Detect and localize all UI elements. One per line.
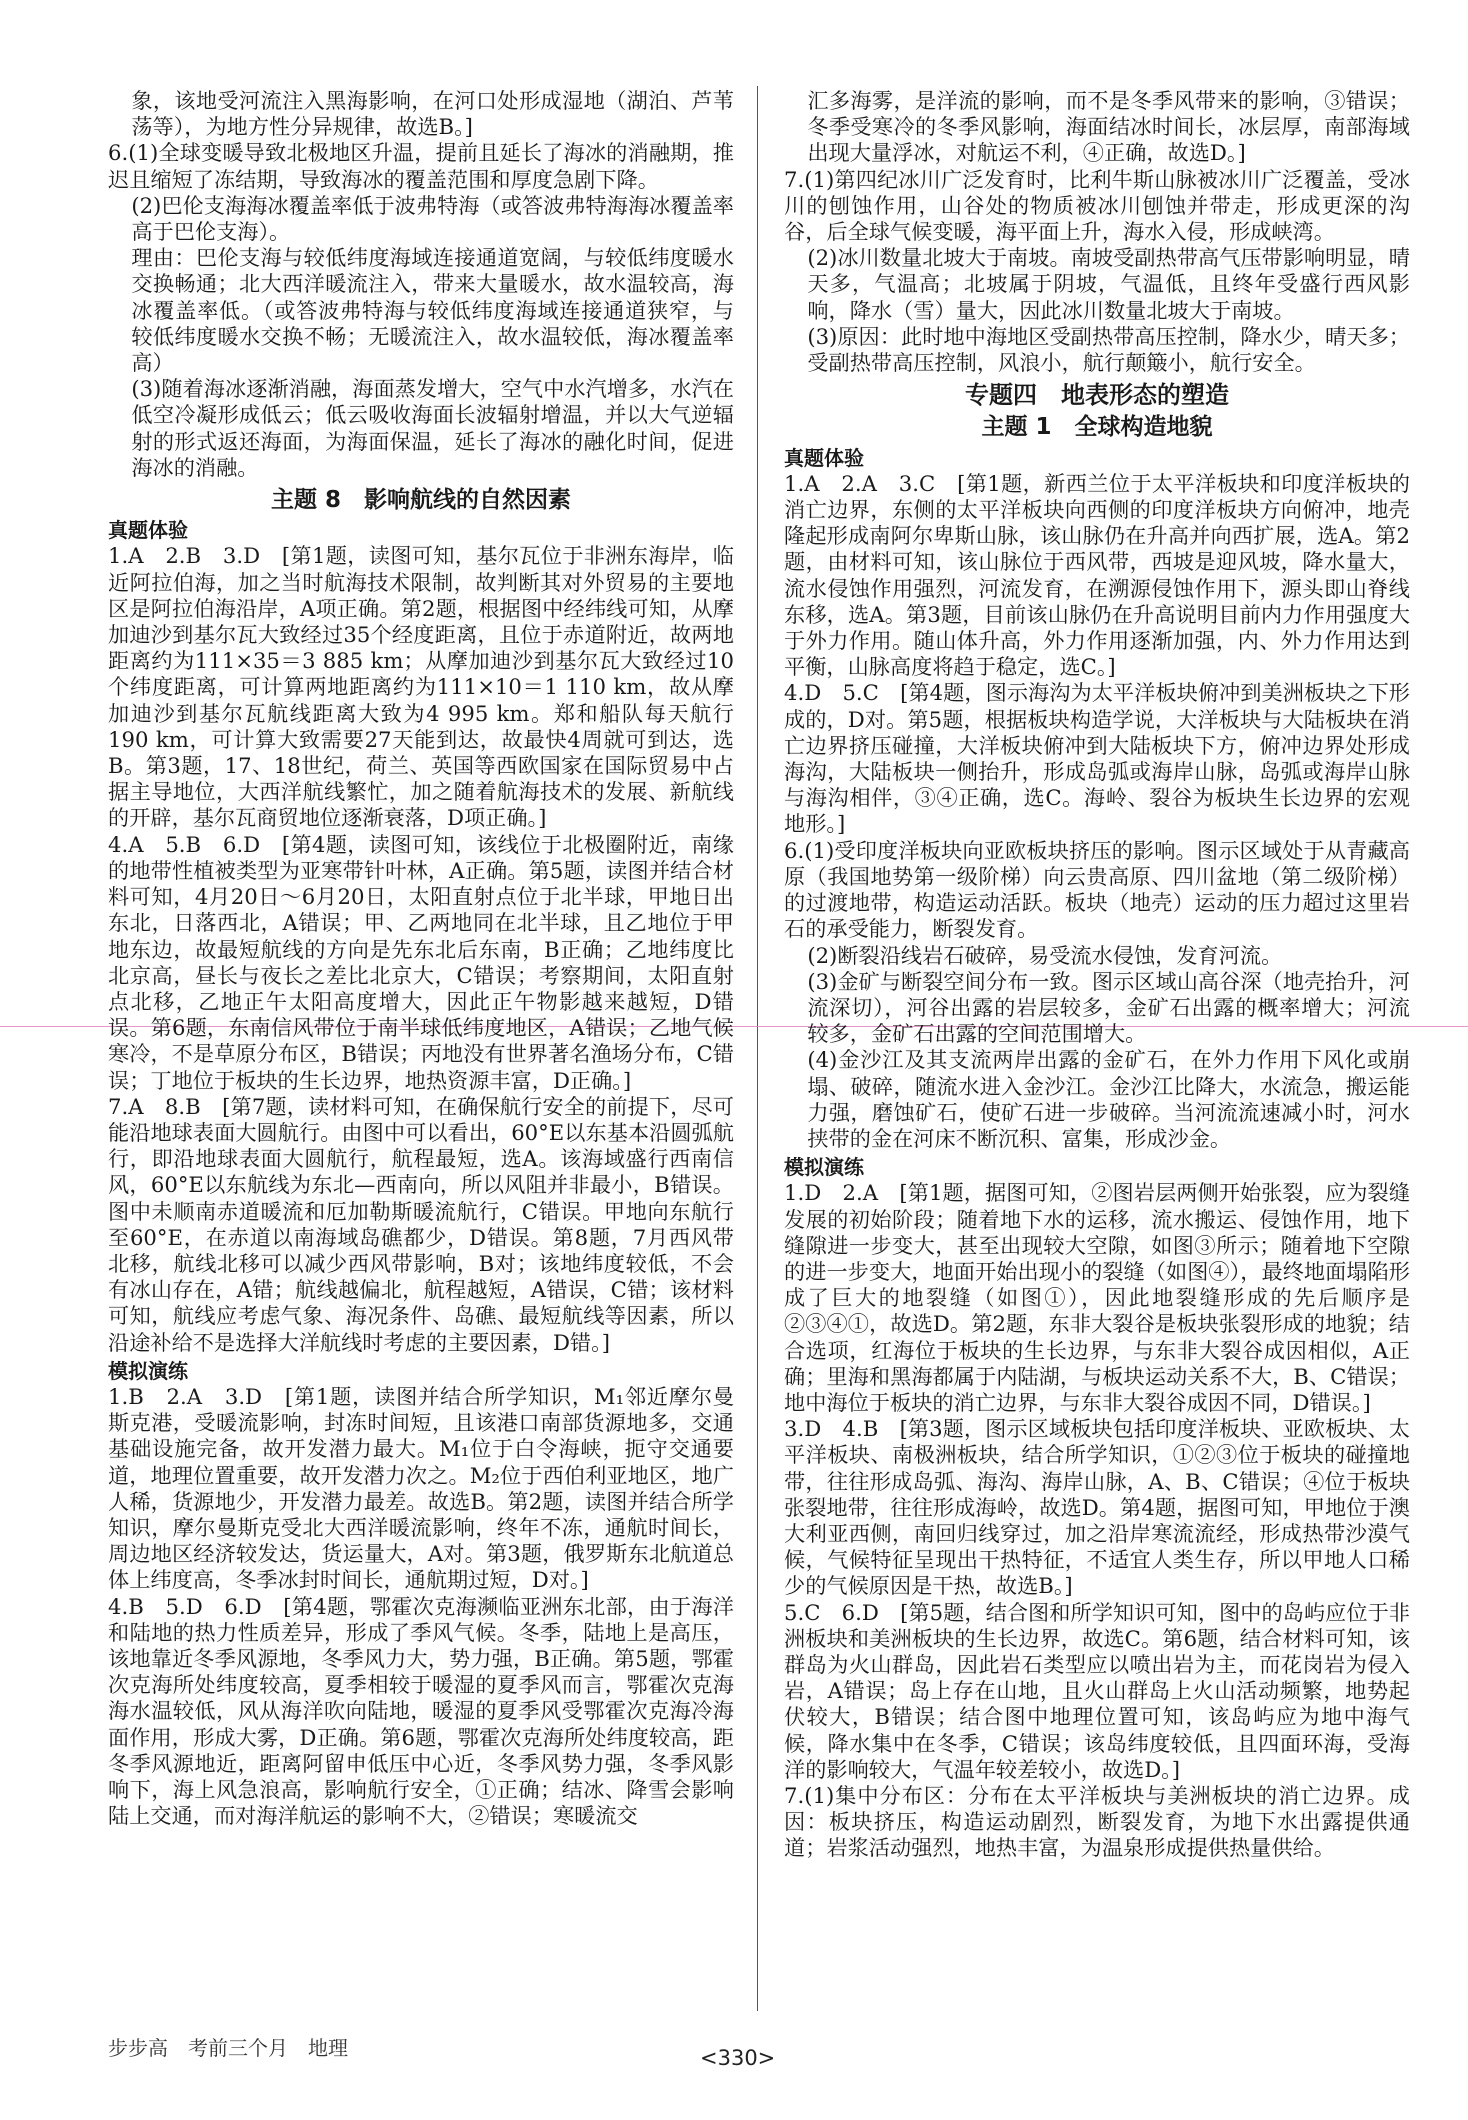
answer-block-c1-3: 1.A 2.A 3.C [第1题，新西兰位于太平洋板块和印度洋板块的消亡边界，东侧的太平洋板块向西侧的印度洋板块方向俯冲，地壳隆起形成南阿尔卑斯山脉，该山脉仍在升高并向西扩展，选A。第2题，由材料可知，该山脉位于西风带，西坡是迎风坡，降水量大，流水侵蚀作用强烈，河流发育，在溯源侵蚀作用下，源头即山脊线东移，选A。第3题，目前该山脉仍在升高说明目前内力作用强度大于外力作用。随山体升高，外力作用逐渐加强，内、外力作用达到平衡，山脉高度将趋于稳定，选C。] (784, 470, 1410, 680)
answer-block-7-8: 7.A 8.B [第7题，读材料可知，在确保航行安全的前提下，尽可能沿地球表面大圆航行。由图中可以看出，60°E以东基本沿圆弧航行，即沿地球表面大圆航行，航程最短，选A。该海域盛行西南信风，60°E以东航线为东北—西南向，所以风阻并非最小，B错误。图中未顺南赤道暖流和厄加勒斯暖流航行，C错误。甲地向东航行至60°E，在赤道以南海域岛礁都少，D错误。第8题，7月西风带北移，航线北移可以减少西风带影响，B对；该地纬度较低，不会有冰山存在，A错；航线越偏北，航程越短，A错误，C错；该材料可知，航线应考虑气象、海况条件、岛礁、最短航线等因素，所以沿途补给不是选择大洋航线时考虑的主要因素，D错。] (108, 1093, 734, 1355)
sim-answer-block-d1-2: 1.D 2.A [第1题，据图可知，②图岩层两侧开始张裂，应为裂缝发展的初始阶段；随着地下水的运移，流水搬运、侵蚀作用，地下缝隙进一步变大，甚至出现较大空隙，如图③所示；随着地下空隙的进一步变大，地面开始出现小的裂缝（如图④），最终地面塌陷形成了巨大的地裂缝（如图①），因此地裂缝形成的先后顺序是②③④①，故选D。第2题，东非大裂谷是板块张裂形成的地貌；结合选项，红海位于板块的生长边界，与东非大裂谷成因相似，A正确；里海和黑海都属于内陆湖，与板块运动关系不大，B、C错误；地中海位于板块的消亡边界，与东非大裂谷成因不同，D错误。] (784, 1180, 1410, 1415)
answer-block-c4-5: 4.D 5.C [第4题，图示海沟为太平洋板块俯冲到美洲板块之下形成的，D对。第5题，根据板块构造学说，大洋板块与大陆板块在消亡边界挤压碰撞，大洋板块俯冲到大陆板块下方，俯冲边界处形成海沟，大陆板块一侧抬升，形成岛弧或海岸山脉，岛弧或海岸山脉与海沟相伴，③④正确，选C。海岭、裂谷为板块生长边界的宏观地形。] (784, 680, 1410, 837)
answer-q6-geology-part3: (3)金矿与断裂空间分布一致。图示区域山高谷深（地壳抬升，河流深切），河谷出露的岩层较多，金矿石出露的概率增大；河流较多，金矿石出露的空间范围增大。 (807, 968, 1410, 1047)
answer-q6-part1: 6.(1)全球变暖导致北极地区升温，提前且延长了海冰的消融期，推迟且缩短了冻结期，导致海冰的覆盖范围和厚度急剧下降。 (108, 140, 734, 192)
left-column (108, 88, 734, 1829)
answer-q6-geology-part4: (4)金沙江及其支流两岸出露的金矿石，在外力作用下风化或崩塌、破碎，随流水进入金沙江。金沙江比降大，水流急，搬运能力强，磨蚀矿石，使矿石进一步破碎。当河流流速减小时，河水挟带的金在河床不断沉积、富集，形成沙金。 (807, 1047, 1410, 1151)
sim-answer-block-d5-6: 5.C 6.D [第5题，结合图和所学知识可知，图中的岛屿应位于非洲板块和美洲板块的生长边界，故选C。第6题，结合材料可知，该群岛为火山群岛，因此岩石类型应以喷出岩为主，而花岗岩为侵入岩，A错误；岛上存在山地，且火山群岛上火山活动频繁，地势起伏较大，B错误；结合图中地理位置可知，该岛屿应为地中海气候，降水集中在冬季，C错误；该岛纬度较低，且四面环海，受海洋的影响较大，气温年较差较小，故选D。] (784, 1599, 1410, 1782)
answer-q6-geology-part2: (2)断裂沿线岩石破碎，易受流水侵蚀，发育河流。 (807, 942, 1283, 968)
sim-answer-block-d3-4: 3.D 4.B [第3题，图示区域板块包括印度洋板块、亚欧板块、太平洋板块、南极洲板块，结合所学知识，①②③位于板块的碰撞地带，往往形成岛弧、海沟、海岸山脉，A、B、C错误；④位于板块张裂地带，往往形成海岭，故选D。第4题，据图可知，甲地位于澳大利亚西侧，南回归线穿过，加之沿岸寒流流经，形成热带沙漠气候，气候特征呈现出干热特征，不适宜人类生存，所以甲地人口稀少的气候原因是干热，故选B。] (784, 1416, 1410, 1599)
answer-q6-reason: 理由：巴伦支海与较低纬度海域连接通道宽阔，与较低纬度暖水交换畅通；北大西洋暖流注入，带来大量暖水，故水温较高，海冰覆盖率低。（或答波弗特海与较低纬度海域连接通道狭窄，与较低纬度暖水交换不畅；无暖流注入，故水温较低，海冰覆盖率高） (131, 245, 734, 376)
section-real-exam: 真题体验 (108, 518, 188, 543)
sim-answer-block-4-6: 4.B 5.D 6.D [第4题，鄂霍次克海濒临亚洲东北部，由于海洋和陆地的热力性质差异，形成了季风气候。冬季，陆地上是高压，该地靠近冬季风源地，冬季风力大，势力强，B正确。第5题，鄂霍次克海所处纬度较高，夏季相较于暖湿的夏季风而言，鄂霍次克海海水温较低，风从海洋吹向陆地，暖湿的夏季风受鄂霍次克海冷海面作用，形成大雾，D正确。第6题，鄂霍次克海所处纬度较高，距冬季风源地近，距离阿留申低压中心近，冬季风势力强，冬季风影响下，海上风急浪高，影响航行安全，①正确；结冰、降雪会影响陆上交通，而对海洋航运的影响不大，②错误；寒暖流交 (108, 1593, 734, 1829)
footer-book-title: 步步高 考前三个月 地理 (108, 2036, 348, 2060)
answer-q7-part1: 7.(1)第四纪冰川广泛发育时，比利牛斯山脉被冰川广泛覆盖，受冰川的刨蚀作用，山谷处的物质被冰川刨蚀并带走，形成更深的沟谷，后全球气候变暖，海平面上升，海水入侵，形成峡湾。 (784, 166, 1410, 245)
right-column (784, 88, 1410, 1862)
section-simulation: 模拟演练 (108, 1358, 188, 1383)
answer-block-4-6: 4.A 5.B 6.D [第4题，读图可知，该线位于北极圈附近，南缘的地带性植被类型为亚寒带针叶林，A正确。第5题，读图并结合材料可知，4月20日～6月20日，太阳直射点位于北半球，甲地日出东北，日落西北，A错误；甲、乙两地同在北半球，且乙地位于甲地东边，故最短航线的方向是先东北后东南，B正确；乙地纬度比北京高，昼长与夜长之差比北京大，C错误；考察期间，太阳直射点北移，乙地正午太阳高度增大，因此正午物影越来越短，D错误。第6题，东南信风带位于南半球低纬度地区，A错误；乙地气候寒冷，不是草原分布区，B错误；丙地没有世界著名渔场分布，C错误；丁地位于板块的生长边界，地热资源丰富，D正确。] (108, 831, 734, 1093)
special-topic-4-heading: 专题四 地表形态的塑造 (965, 381, 1229, 410)
right-paragraph-continuation: 汇多海雾，是洋流的影响，而不是冬季风带来的影响，③错误；冬季受寒冷的冬季风影响，海面结冰时间长，冰层厚，南部海域出现大量浮冰，对航运不利，④正确，故选D。] (807, 88, 1410, 166)
page-number: <330> (700, 2046, 776, 2070)
answer-q6-geology-part1: 6.(1)受印度洋板块向亚欧板块挤压的影响。图示区域处于从青藏高原（我国地势第一级阶梯）向云贵高原、四川盆地（第二级阶梯）的过渡地带，构造运动活跃。板块（地壳）运动的压力超过这里岩石的承受能力，断裂发育。 (784, 837, 1410, 942)
answer-q6-part2: (2)巴伦支海海冰覆盖率低于波弗特海（或答波弗特海海冰覆盖率高于巴伦支海）。 (131, 192, 734, 245)
sim-answer-q7: 7.(1)集中分布区：分布在太平洋板块与美洲板块的消亡边界。成因：板块挤压，构造运动剧烈，断裂发育，为地下水出露提供通道；岩浆活动强烈，地热丰富，为温泉形成提供热量供给。 (784, 1783, 1410, 1861)
topic-8-heading: 主题 8 影响航线的自然因素 (270, 487, 571, 514)
answer-q7-part3: (3)原因：此时地中海地区受副热带高压控制，降水少，晴天多；受副热带高压控制，风浪小，航行颠簸小，航行安全。 (807, 323, 1410, 376)
answer-block-1-3: 1.A 2.B 3.D [第1题，读图可知，基尔瓦位于非洲东海岸，临近阿拉伯海，加之当时航海技术限制，故判断其对外贸易的主要地区是阿拉伯海沿岸，A项正确。第2题，根据图中经纬线可知，从摩加迪沙到基尔瓦大致经过35个经度距离，且位于赤道附近，故两地距离约为111×35＝3 885 km；从摩加迪沙到基尔瓦大致经过10个纬度距离，可计算两地距离约为111×10＝1 110 km，故从摩加迪沙到基尔瓦航线距离大致为4 995 km。郑和船队每天航行190 km，可计算大致需要27天能到达，故最快4周就可到达，选B。第3题，17、18世纪，荷兰、英国等西欧国家在国际贸易中占据主导地位，大西洋航线繁忙，加之随着航海技术的发展、新航线的开辟，基尔瓦商贸地位逐渐衰落，D项正确。] (108, 543, 734, 831)
left-paragraph-continuation: 象，该地受河流注入黑海影响，在河口处形成湿地（湖泊、芦苇荡等），为地方性分异规律，故选B。] (131, 88, 734, 140)
column-divider (757, 86, 758, 2011)
section-real-exam-2: 真题体验 (784, 445, 864, 470)
topic-1-heading: 主题 1 全球构造地貌 (981, 414, 1213, 441)
answer-q6-part3: (3)随着海冰逐渐消融，海面蒸发增大，空气中水汽增多，水汽在低空冷凝形成低云；低云吸收海面长波辐射增温，并以大气逆辐射的形式返还海面，为海面保温，延长了海冰的融化时间，促进海冰的消融。 (131, 376, 734, 480)
section-simulation-2: 模拟演练 (784, 1155, 864, 1180)
sim-answer-block-1-3: 1.B 2.A 3.D [第1题，读图并结合所学知识，M₁邻近摩尔曼斯克港，受暖流影响，封冻时间短，且该港口南部货源地多，交通基础设施完备，故开发潜力最大。M₁位于白令海峡，扼守交通要道，地理位置重要，故开发潜力次之。M₂位于西伯利亚地区，地广人稀，货源地少，开发潜力最差。故选B。第2题，读图并结合所学知识，摩尔曼斯克受北大西洋暖流影响，终年不冻，通航时间长，周边地区经济较发达，货运量大，A对。第3题，俄罗斯东北航道总体上纬度高，冬季冰封时间长，通航期过短，D对。] (108, 1383, 734, 1593)
answer-q7-part2: (2)冰川数量北坡大于南坡。南坡受副热带高气压带影响明显，晴天多，气温高；北坡属于阴坡，气温低，且终年受盛行西风影响，降水（雪）量大，因此冰川数量北坡大于南坡。 (807, 245, 1410, 323)
